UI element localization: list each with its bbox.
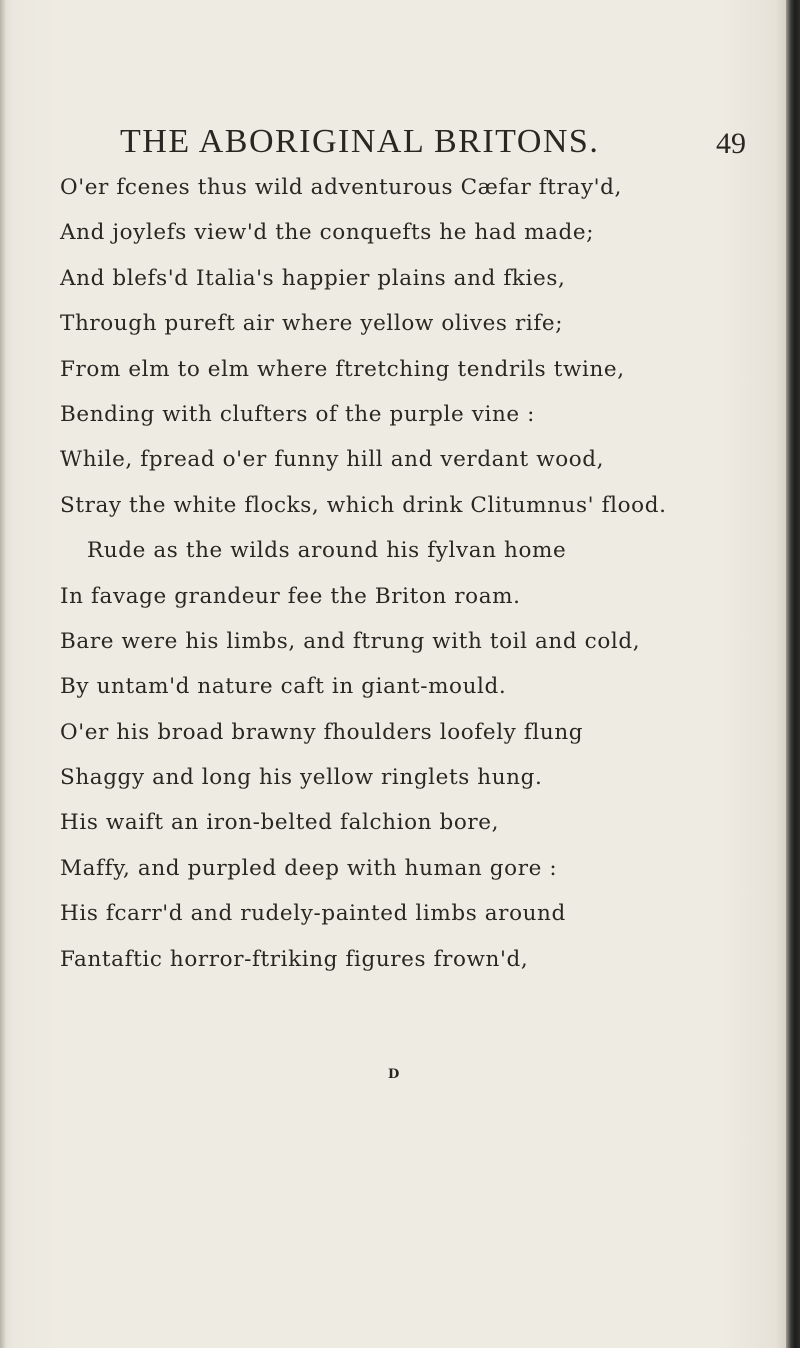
poem-line: His fcarr'd and rudely-painted limbs around [60, 901, 566, 927]
poem-line: In favage grandeur fee the Briton roam. [60, 583, 521, 609]
poem-body [0, 165, 780, 982]
book-binding-edge [786, 0, 800, 1348]
poem-line: Stray the white flocks, which drink Clitumnus' flood. [60, 492, 667, 518]
poem-line: Rude as the wilds around his fylvan home [87, 538, 567, 564]
poem-line: And joylefs view'd the conquefts he had made; [60, 220, 595, 246]
running-title: THE ABORIGINAL BRITONS. [120, 123, 600, 160]
poem-line: Fantaftic horror-ftriking figures frown'd, [60, 946, 529, 972]
poem-line: Shaggy and long his yellow ringlets hung. [60, 765, 543, 791]
poem-line: Bare were his limbs, and ftrung with toil and cold, [60, 628, 641, 654]
running-head [0, 119, 800, 165]
poem-line: Through pureft air where yellow olives rife; [60, 311, 564, 337]
poem-line: His waift an iron-belted falchion bore, [60, 810, 500, 836]
poem-line: From elm to elm where ftretching tendrils twine, [60, 356, 625, 382]
poem-line: Maffy, and purpled deep with human gore : [60, 855, 558, 881]
page-number: 49 [716, 127, 746, 160]
poem-line: O'er fcenes thus wild adventurous Cæfar ftray'd, [60, 175, 622, 200]
poem-line: Bending with clufters of the purple vine : [60, 401, 536, 427]
poem-line: By untam'd nature caft in giant-mould. [60, 674, 507, 700]
poem-line: While, fpread o'er funny hill and verdant wood, [60, 447, 605, 473]
poem-line: And blefs'd Italia's happier plains and fkies, [60, 265, 566, 291]
signature-mark: D [388, 1067, 400, 1082]
poem-line: O'er his broad brawny fhoulders loofely flung [60, 719, 584, 745]
